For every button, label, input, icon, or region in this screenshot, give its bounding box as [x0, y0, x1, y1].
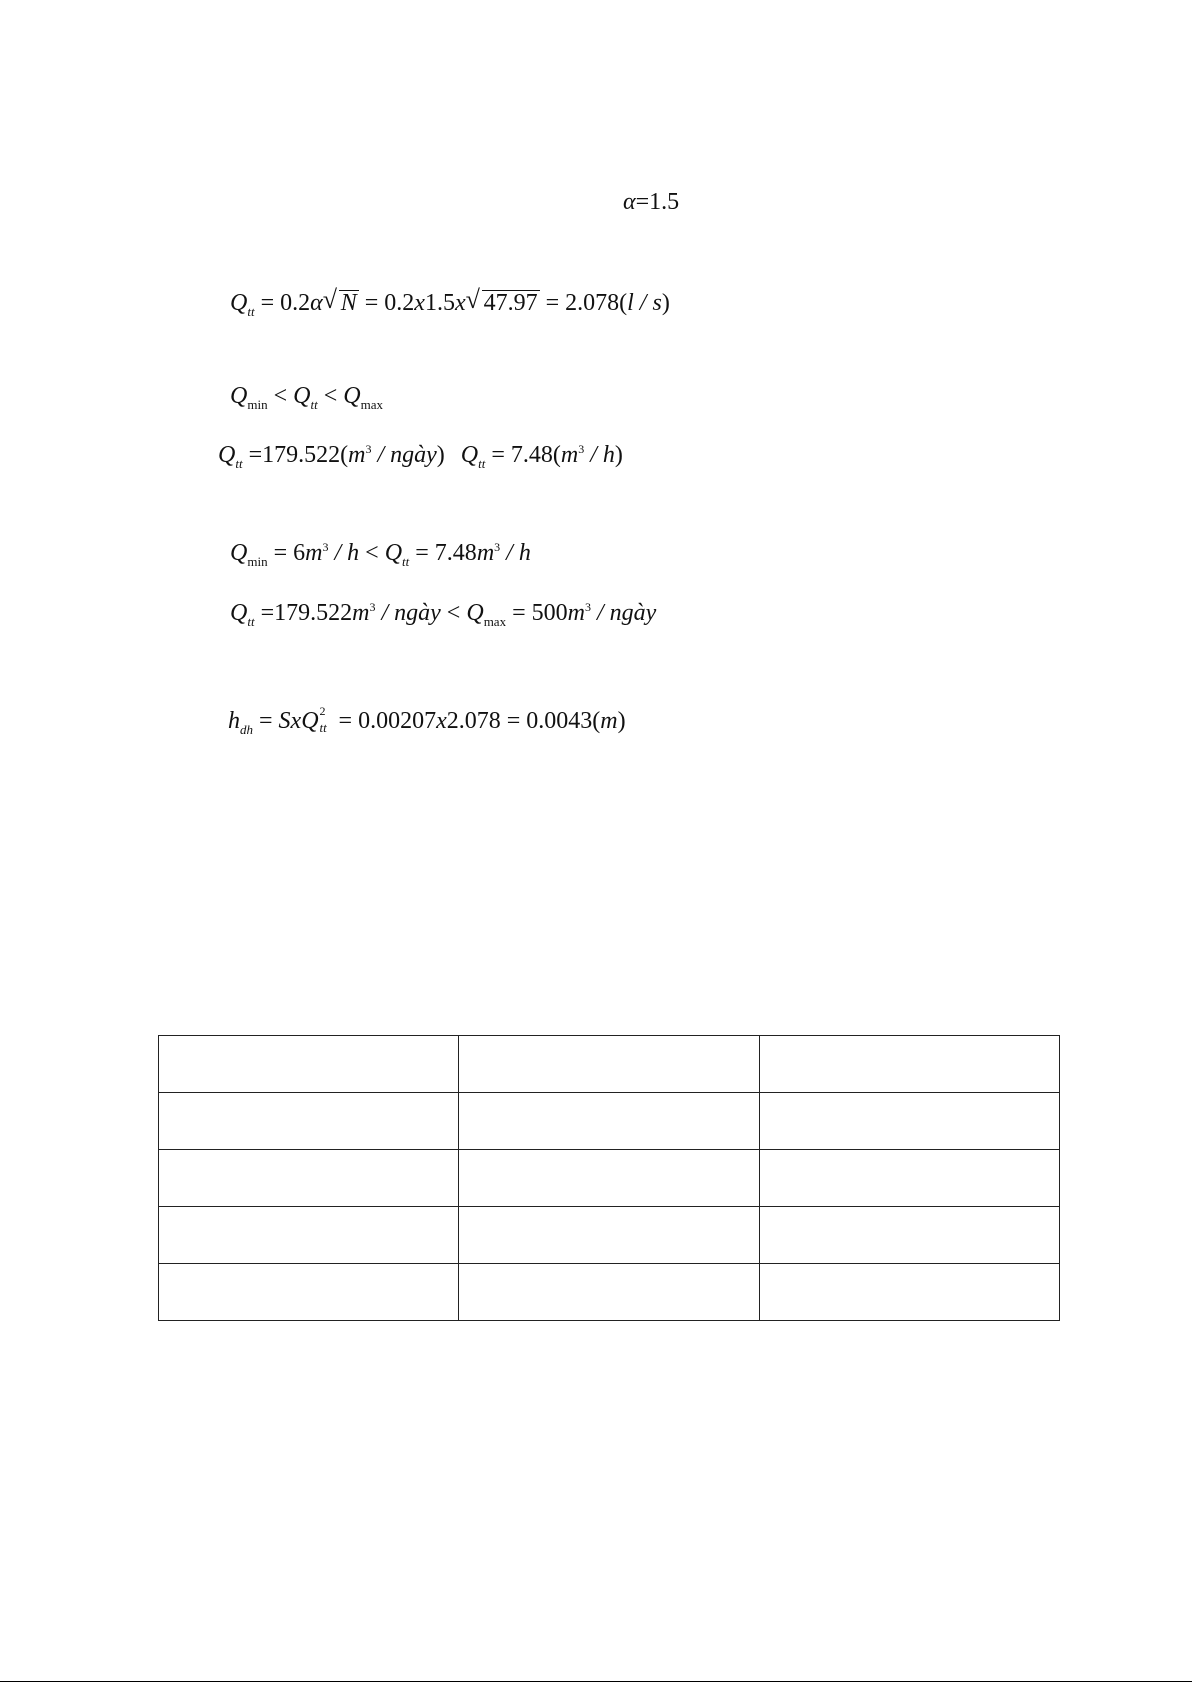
table-cell [459, 1264, 759, 1321]
table-cell [759, 1150, 1059, 1207]
table-cell [459, 1207, 759, 1264]
table-cell [459, 1036, 759, 1093]
sqrt-value: √ 47.97 [466, 290, 540, 316]
table-row [159, 1150, 1060, 1207]
table-row [159, 1093, 1060, 1150]
table-cell [159, 1150, 459, 1207]
equation-flows: $Q_{tt} =179.522(m^3$ / ngày) $Q_{tt} = 7.48(m^3 / h)$ [218, 442, 623, 471]
equation-qtt-formula: $Q_{tt} = 0.2\alpha√$ N = 0.2x1.5x√ 47.97 = 2.078(l / s) [230, 290, 670, 318]
table-cell [459, 1093, 759, 1150]
equation-range: $Q_{min} < Q_{tt} < Q_{max}$ [230, 383, 383, 412]
equation-check-max: $Q_{tt} =179.522m^3$ / ngày < $Q_{max} = 500m^3$ / ngày [230, 600, 657, 629]
alpha-value: =1.5 [635, 189, 680, 215]
table-cell [759, 1207, 1059, 1264]
alpha-symbol: α [623, 189, 636, 215]
table-row [159, 1207, 1060, 1264]
table-cell [159, 1036, 459, 1093]
table-cell [459, 1150, 759, 1207]
table-cell [759, 1093, 1059, 1150]
table-cell [759, 1036, 1059, 1093]
equation-alpha [623, 190, 679, 214]
table-row [159, 1036, 1060, 1093]
equation-head-loss: $h_{dh}$ = SxQ 2 tt = 0.00207x2.078 = 0.0043(m) [228, 704, 626, 737]
footer-rule [0, 1681, 1192, 1682]
equation-check-min: $Q_{min} = 6m^3 / h < Q_{tt} = 7.48m^3 / h$ [230, 540, 531, 569]
table-cell [159, 1207, 459, 1264]
sqrt-n: √ N [323, 290, 359, 316]
table-cell [759, 1264, 1059, 1321]
table-cell [159, 1264, 459, 1321]
empty-table [158, 1035, 1060, 1321]
table-cell [159, 1093, 459, 1150]
table-row [159, 1264, 1060, 1321]
